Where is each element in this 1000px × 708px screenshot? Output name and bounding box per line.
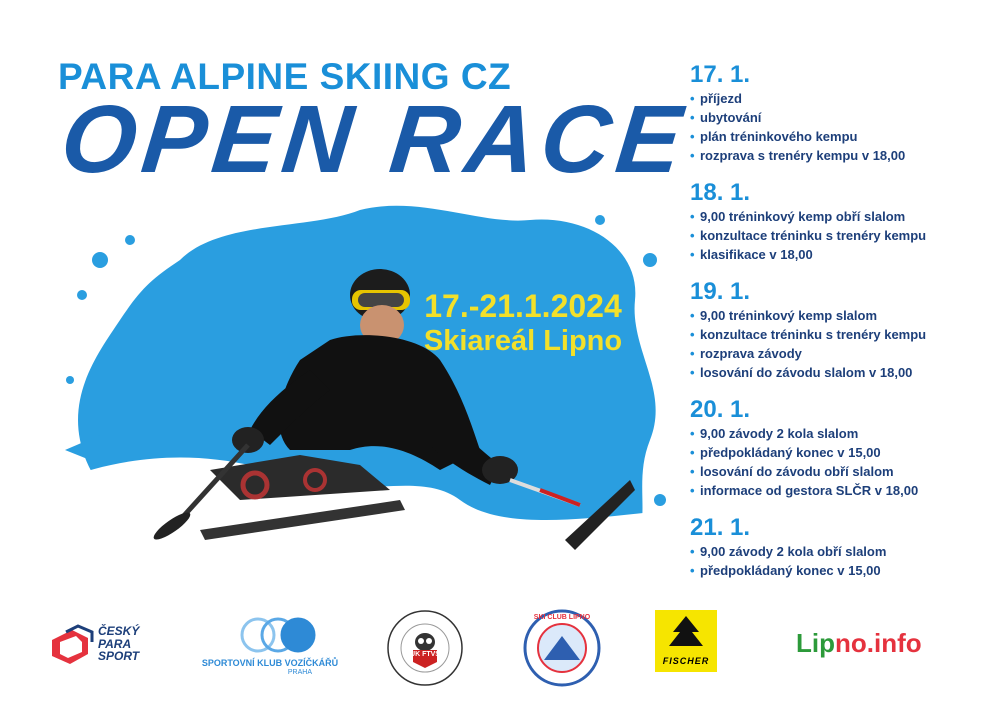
title-line1: PARA ALPINE SKIING CZ [58, 56, 512, 97]
cps-text [98, 625, 139, 663]
schedule-day [690, 62, 990, 165]
event-dates: 17.-21.1.2024 [424, 288, 622, 324]
schedule-item: • konzultace tréninku s trenéry kempu [690, 327, 990, 344]
schedule-item: • 9,00 tréninkový kemp slalom [690, 308, 990, 325]
schedule-item: • rozprava závody [690, 346, 990, 363]
day-label: 21. 1. [690, 513, 751, 541]
uk-ftvs-seal-icon [385, 608, 465, 688]
schedule [690, 62, 990, 595]
schedule-item: • předpokládaný konec v 15,00 [690, 445, 990, 462]
lipno-prefix: Lip [796, 628, 835, 658]
schedule-day [690, 515, 990, 580]
event-info [398, 288, 648, 358]
day-items [690, 91, 990, 165]
event-venue: Skiareál Lipno [423, 324, 623, 357]
schedule-day [690, 279, 990, 382]
day-items [690, 426, 990, 500]
uk-ftvs-logo [385, 608, 465, 688]
cps-line2: PARA [98, 636, 132, 651]
ski-club-name: SKI CLUB LIPNO [533, 614, 591, 621]
schedule-item: • příjezd [690, 91, 990, 108]
cesky-para-sport-logo [48, 622, 158, 672]
schedule-item: • ubytování [690, 110, 990, 127]
skv-rings-icon [238, 616, 318, 654]
schedule-item: • informace od gestora SLČR v 18,00 [690, 483, 990, 500]
lipno-info-logo [796, 628, 922, 659]
fischer-tree-icon [655, 610, 717, 656]
day-label: 18. 1. [690, 178, 751, 206]
cps-flag-icon [48, 624, 94, 668]
title-line2: OPEN RACE [56, 86, 693, 193]
uk-ftvs-badge: UK FTVS [410, 651, 440, 658]
sponsor-logos [0, 600, 1000, 700]
ski-club-lipno-logo [522, 608, 602, 688]
schedule-item: • plán tréninkového kempu [690, 129, 990, 146]
day-items [690, 308, 990, 382]
cps-line1: ČESKÝ [98, 624, 140, 638]
skv-city: PRAHA [287, 669, 312, 676]
hero-illustration [60, 200, 670, 580]
schedule-item: • 9,00 závody 2 kola slalom [690, 426, 990, 443]
schedule-item: • konzultace tréninku s trenéry kempu [690, 228, 990, 245]
lipno-suffix: no.info [835, 628, 922, 658]
cps-line3: SPORT [98, 649, 140, 664]
schedule-item: • předpokládaný konec v 15,00 [690, 563, 990, 580]
skv-logo [200, 616, 340, 678]
day-label: 19. 1. [690, 278, 751, 306]
schedule-item: • losování do závodu obří slalom [690, 464, 990, 481]
schedule-day [690, 397, 990, 500]
schedule-item: • 9,00 závody 2 kola obří slalom [690, 544, 990, 561]
schedule-item: • klasifikace v 18,00 [690, 247, 990, 264]
schedule-item: • 9,00 tréninkový kemp obří slalom [690, 209, 990, 226]
schedule-item: • losování do závodu slalom v 18,00 [690, 365, 990, 382]
schedule-item: • rozprava s trenéry kempu v 18,00 [690, 148, 990, 165]
day-label: 20. 1. [690, 395, 751, 423]
fischer-logo [655, 610, 717, 672]
schedule-day [690, 180, 990, 264]
skv-name: SPORTOVNÍ KLUB VOZÍČKÁŘŮ [201, 658, 339, 668]
day-items [690, 209, 990, 264]
day-label: 17. 1. [690, 61, 751, 88]
day-items [690, 544, 990, 580]
fischer-name: FISCHER [662, 656, 710, 666]
